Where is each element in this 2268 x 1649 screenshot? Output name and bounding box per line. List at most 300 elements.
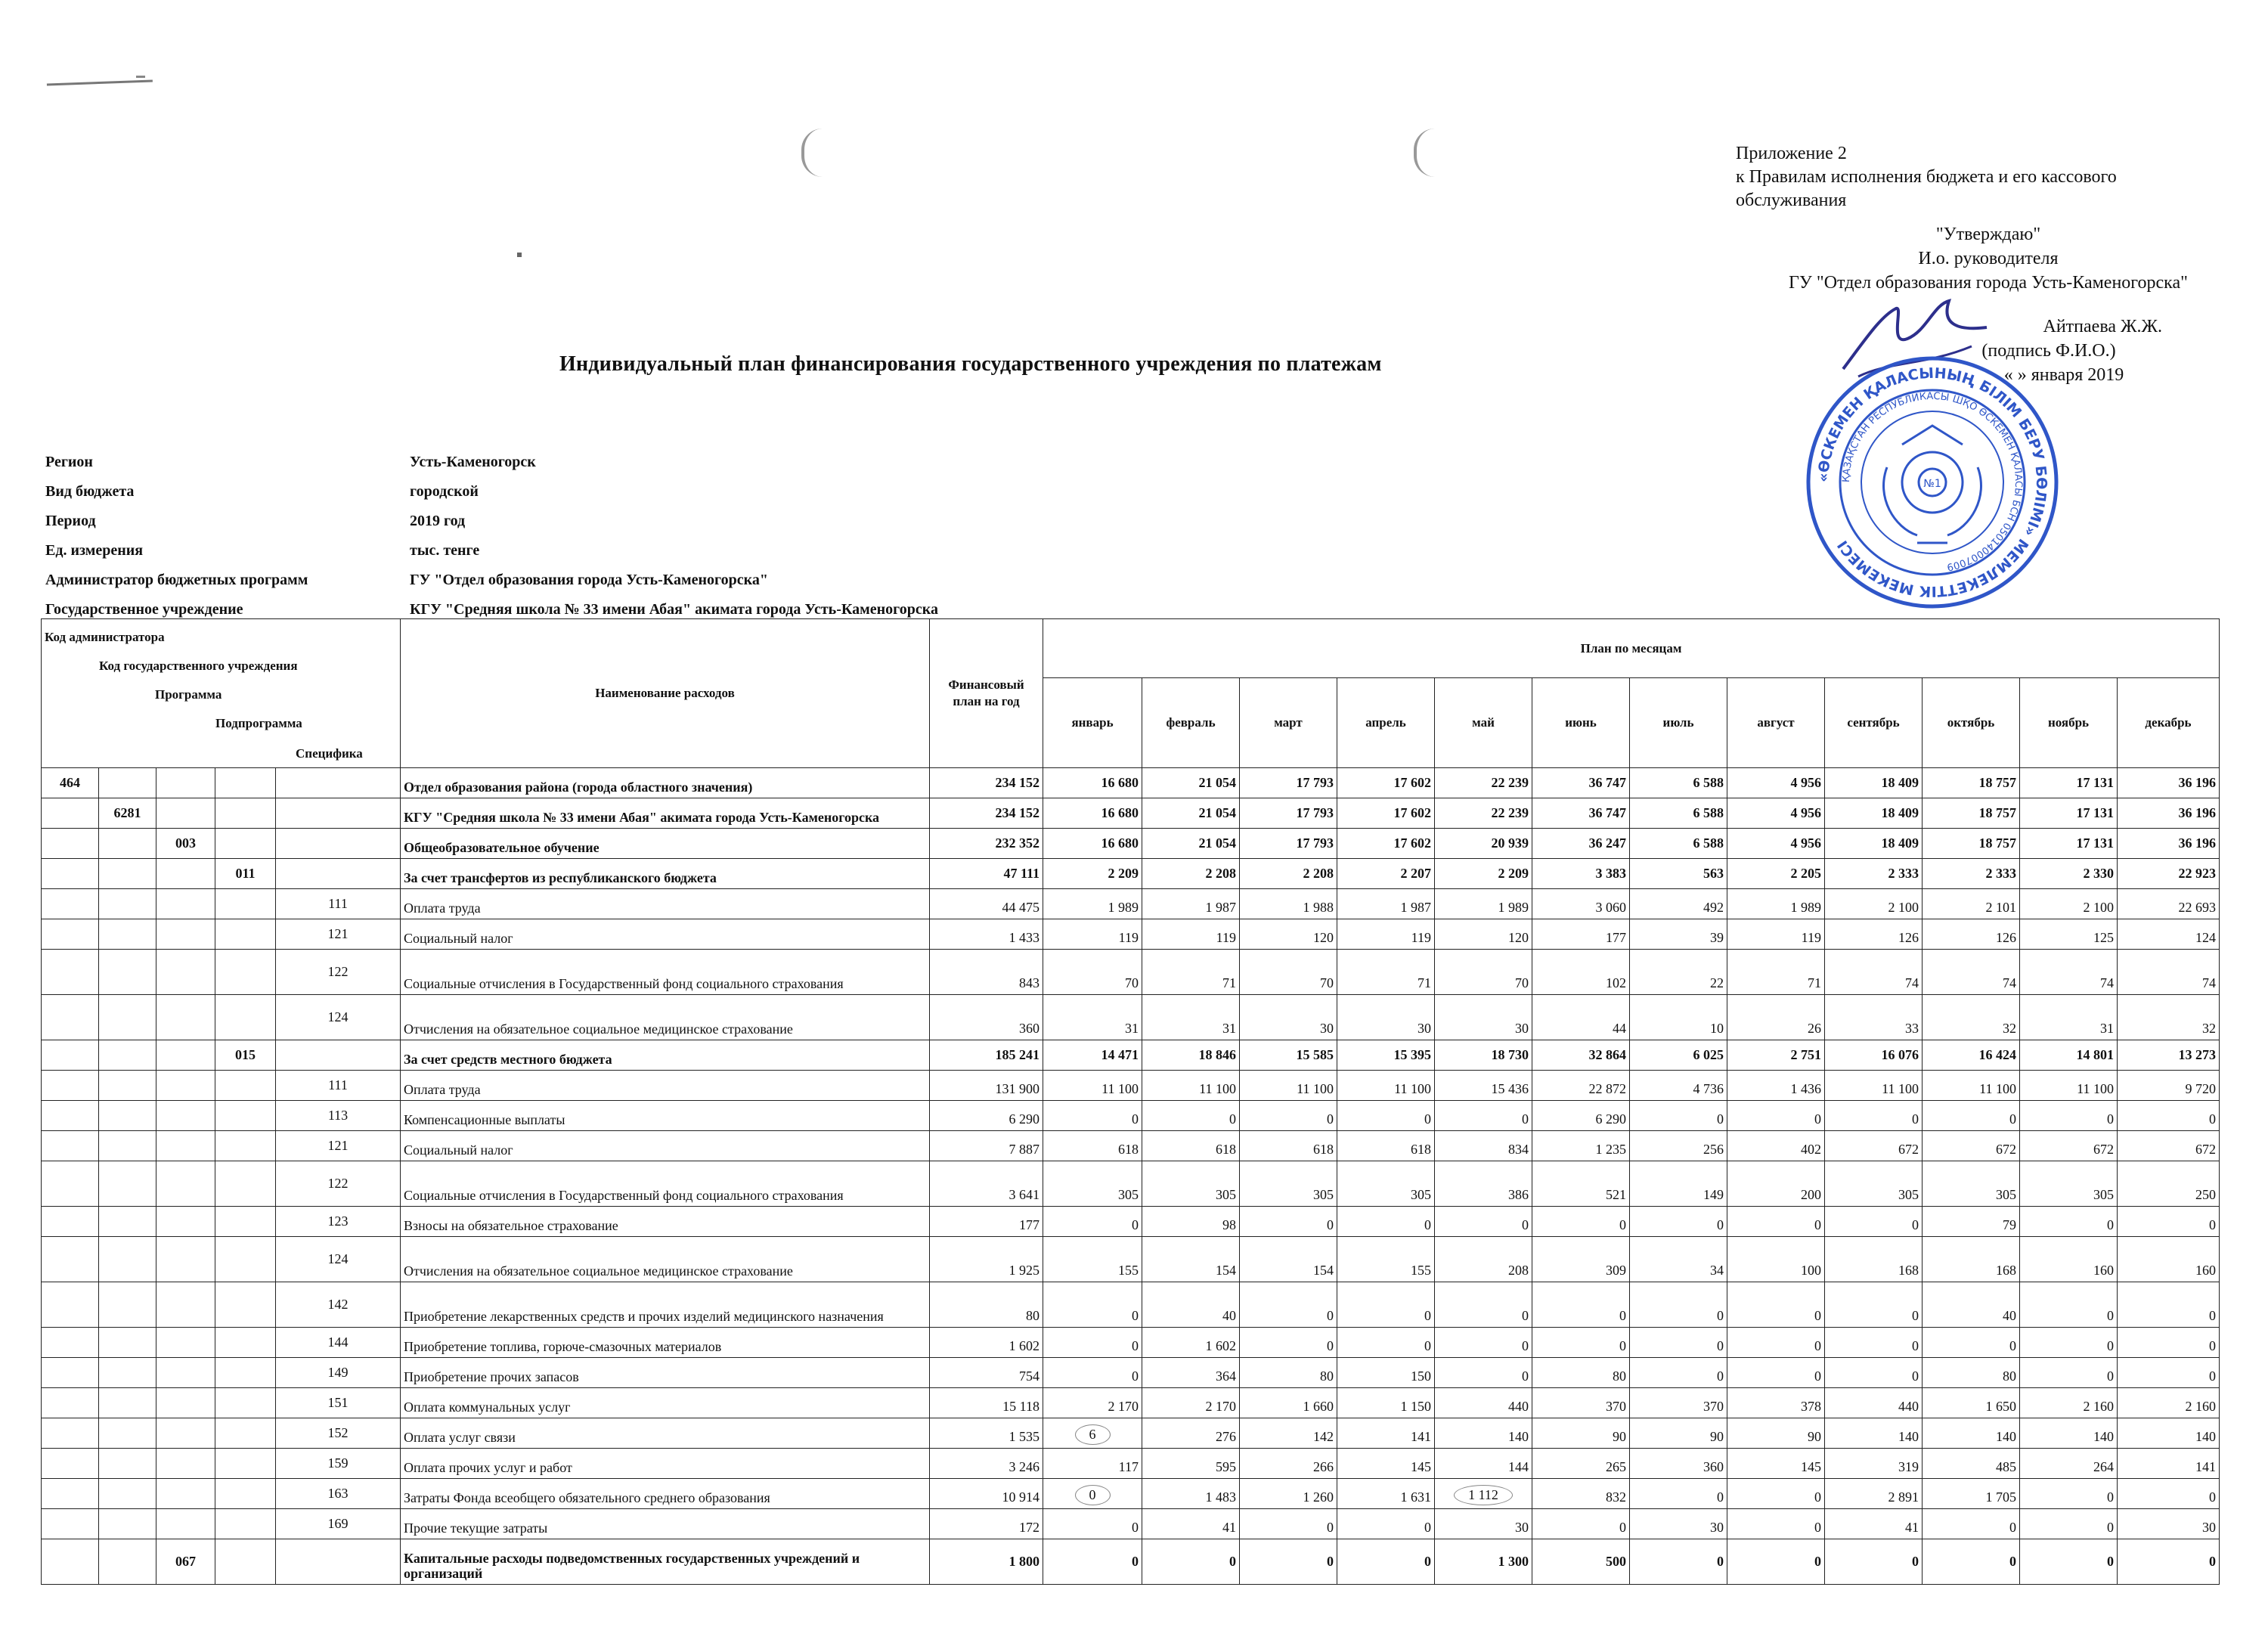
month-value-cell: 1 436 xyxy=(1727,1071,1825,1101)
month-value-cell: 17 131 xyxy=(2020,798,2118,829)
expense-name-cell: Социальный налог xyxy=(401,1131,930,1161)
code-cell xyxy=(156,1237,215,1282)
month-value-cell: 144 xyxy=(1435,1449,1532,1479)
month-value-cell: 0 xyxy=(1240,1282,1337,1328)
month-value-cell: 2 207 xyxy=(1337,859,1435,889)
month-value-cell: 31 xyxy=(1142,995,1240,1040)
month-value-cell: 17 793 xyxy=(1240,798,1337,829)
code-cell xyxy=(215,1509,276,1539)
month-value-cell: 0 xyxy=(1240,1328,1337,1358)
month-value-cell: 0 xyxy=(1435,1101,1532,1131)
code-cell xyxy=(215,829,276,859)
code-cell xyxy=(215,1479,276,1509)
month-value-cell: 18 409 xyxy=(1825,829,1923,859)
month-value-cell: 22 693 xyxy=(2118,889,2220,919)
month-value-cell: 2 891 xyxy=(1825,1479,1923,1509)
month-value-cell: 6 025 xyxy=(1630,1040,1727,1071)
month-value-cell: 305 xyxy=(2020,1161,2118,1207)
month-value-cell: 0 xyxy=(1337,1207,1435,1237)
table-row xyxy=(42,829,2220,859)
code-cell xyxy=(156,995,215,1040)
code-cell xyxy=(42,1358,99,1388)
month-value-cell: 26 xyxy=(1727,995,1825,1040)
month-value-cell: 0 xyxy=(1825,1282,1923,1328)
month-value-cell: 17 131 xyxy=(2020,768,2118,798)
month-value-cell: 319 xyxy=(1825,1449,1923,1479)
code-cell: 123 xyxy=(276,1207,401,1237)
table-row xyxy=(42,1358,2220,1388)
month-value-cell: 0 xyxy=(1435,1358,1532,1388)
code-cell xyxy=(156,1282,215,1328)
month-value-cell: 32 864 xyxy=(1532,1040,1630,1071)
month-value-cell: 0 xyxy=(2118,1101,2220,1131)
month-value-cell: 41 xyxy=(1825,1509,1923,1539)
code-cell xyxy=(99,1539,156,1585)
table-row xyxy=(42,1131,2220,1161)
month-value-cell: 141 xyxy=(2118,1449,2220,1479)
year-total-cell: 3 641 xyxy=(930,1161,1043,1207)
code-cell xyxy=(215,919,276,950)
month-value-cell: 0 xyxy=(1043,1282,1142,1328)
month-value-cell: 11 100 xyxy=(1142,1071,1240,1101)
code-cell xyxy=(156,1509,215,1539)
month-value-cell: 1 660 xyxy=(1240,1388,1337,1418)
code-cell xyxy=(99,768,156,798)
table-row xyxy=(42,919,2220,950)
code-cell xyxy=(156,919,215,950)
month-header: октябрь xyxy=(1923,678,2020,768)
code-cell xyxy=(276,829,401,859)
code-cell xyxy=(156,950,215,995)
month-value-cell: 2 101 xyxy=(1923,889,2020,919)
month-value-cell: 0 xyxy=(1532,1328,1630,1358)
table-row xyxy=(42,1449,2220,1479)
month-value-cell: 31 xyxy=(2020,995,2118,1040)
code-cell xyxy=(99,859,156,889)
year-total-cell: 185 241 xyxy=(930,1040,1043,1071)
month-value-cell: 15 395 xyxy=(1337,1040,1435,1071)
month-value-cell: 0 xyxy=(1923,1539,2020,1585)
expense-name-cell: Капитальные расходы подведомственных государственных учреждений и организаций xyxy=(401,1539,930,1585)
month-value-cell: 22 xyxy=(1630,950,1727,995)
code-cell xyxy=(215,1449,276,1479)
month-value-cell: 0 xyxy=(1727,1539,1825,1585)
month-value-cell: 125 xyxy=(2020,919,2118,950)
year-plan-header: Финансовый план на год xyxy=(930,619,1043,768)
month-value-cell: 0 xyxy=(1727,1282,1825,1328)
month-value-cell: 168 xyxy=(1923,1237,2020,1282)
year-total-cell: 360 xyxy=(930,995,1043,1040)
month-value-cell: 70 xyxy=(1043,950,1142,995)
table-row xyxy=(42,1479,2220,1509)
code-cell xyxy=(156,859,215,889)
code-cell xyxy=(215,1101,276,1131)
month-value-cell: 36 247 xyxy=(1532,829,1630,859)
month-value-cell: 100 xyxy=(1727,1237,1825,1282)
year-total-cell: 15 118 xyxy=(930,1388,1043,1418)
month-value-cell: 0 xyxy=(1923,1328,2020,1358)
code-cell xyxy=(42,950,99,995)
month-value-cell: 0 xyxy=(2020,1539,2118,1585)
month-value-cell: 6 588 xyxy=(1630,829,1727,859)
month-value-cell: 15 436 xyxy=(1435,1071,1532,1101)
month-value-cell: 1 631 xyxy=(1337,1479,1435,1509)
month-value-cell: 0 xyxy=(1337,1282,1435,1328)
meta-row xyxy=(45,566,938,595)
expense-name-cell: Прочие текущие затраты xyxy=(401,1509,930,1539)
month-header: апрель xyxy=(1337,678,1435,768)
speck-mark xyxy=(517,253,522,257)
year-total-cell: 80 xyxy=(930,1282,1043,1328)
meta-value: тыс. тенге xyxy=(410,542,480,559)
month-value-cell: 0 xyxy=(1630,1282,1727,1328)
code-cell xyxy=(156,1479,215,1509)
month-value-cell: 265 xyxy=(1532,1449,1630,1479)
code-cell xyxy=(42,919,99,950)
month-value-cell: 18 846 xyxy=(1142,1040,1240,1071)
code-cell xyxy=(42,889,99,919)
code-cell xyxy=(215,1071,276,1101)
month-value-cell: 1 705 xyxy=(1923,1479,2020,1509)
month-value-cell: 0 xyxy=(2118,1282,2220,1328)
financing-plan-table xyxy=(41,618,2220,1585)
code-cell: 111 xyxy=(276,889,401,919)
code-cell: 011 xyxy=(215,859,276,889)
month-value-cell: 40 xyxy=(1923,1282,2020,1328)
table-row xyxy=(42,950,2220,995)
month-value-cell: 521 xyxy=(1532,1161,1630,1207)
code-cell xyxy=(156,1449,215,1479)
month-value-cell: 0 xyxy=(1923,1509,2020,1539)
month-value-cell: 0 xyxy=(1630,1358,1727,1388)
month-value-cell: 11 100 xyxy=(1240,1071,1337,1101)
code-cell: 142 xyxy=(276,1282,401,1328)
month-value-cell: 36 747 xyxy=(1532,798,1630,829)
punch-hole-mark xyxy=(801,129,823,177)
month-value-cell: 0 xyxy=(1825,1207,1923,1237)
month-value-cell: 0 xyxy=(1240,1539,1337,1585)
month-value-cell: 402 xyxy=(1727,1131,1825,1161)
month-value-cell: 0 xyxy=(1337,1101,1435,1131)
code-cell xyxy=(276,1040,401,1071)
expense-name-cell: Отчисления на обязательное социальное медицинское страхование xyxy=(401,1237,930,1282)
month-value-cell: 0 xyxy=(1043,1101,1142,1131)
month-value-cell: 2 170 xyxy=(1142,1388,1240,1418)
month-value-cell: 18 757 xyxy=(1923,798,2020,829)
month-value-cell: 119 xyxy=(1142,919,1240,950)
code-cell xyxy=(156,1101,215,1131)
month-value-cell: 0 xyxy=(1825,1539,1923,1585)
month-value-cell: 16 680 xyxy=(1043,798,1142,829)
month-value-cell: 4 956 xyxy=(1727,768,1825,798)
month-value-cell: 264 xyxy=(2020,1449,2118,1479)
month-value-cell: 80 xyxy=(1923,1358,2020,1388)
month-value-cell: 1 989 xyxy=(1043,889,1142,919)
code-cell: 124 xyxy=(276,995,401,1040)
document-title: Индивидуальный план финансирования государственного учреждения по платежам xyxy=(559,352,1382,376)
month-value-cell: 11 100 xyxy=(1337,1071,1435,1101)
month-value-cell: 2 205 xyxy=(1727,859,1825,889)
code-cell xyxy=(215,1418,276,1449)
month-value-cell: 9 720 xyxy=(2118,1071,2220,1101)
code-cell xyxy=(215,995,276,1040)
month-value-cell: 2 100 xyxy=(2020,889,2118,919)
month-value-cell: 0 xyxy=(2020,1101,2118,1131)
month-value-cell: 0 xyxy=(1532,1207,1630,1237)
month-value-cell: 17 793 xyxy=(1240,829,1337,859)
month-value-cell: 0 xyxy=(1727,1101,1825,1131)
code-cell xyxy=(99,1388,156,1418)
month-value-cell: 44 xyxy=(1532,995,1630,1040)
code-columns-header: Код администратора Код государственного учреждения Программа Подпрограмма Специфика xyxy=(42,619,401,768)
month-value-cell: 36 196 xyxy=(2118,798,2220,829)
month-value-cell: 6 588 xyxy=(1630,768,1727,798)
month-value-cell: 0 xyxy=(2020,1282,2118,1328)
month-value-cell: 160 xyxy=(2020,1237,2118,1282)
code-cell xyxy=(99,1418,156,1449)
year-total-cell: 7 887 xyxy=(930,1131,1043,1161)
month-value-cell: 36 196 xyxy=(2118,829,2220,859)
month-value-cell: 485 xyxy=(1923,1449,2020,1479)
code-cell xyxy=(156,1388,215,1418)
code-cell: 144 xyxy=(276,1328,401,1358)
table-row xyxy=(42,1328,2220,1358)
approval-date: « » января 2019 xyxy=(2003,365,2124,385)
month-value-cell: 71 xyxy=(1337,950,1435,995)
month-value-cell: 305 xyxy=(1825,1161,1923,1207)
month-value-cell: 41 xyxy=(1142,1509,1240,1539)
code-cell xyxy=(42,859,99,889)
month-value-cell: 595 xyxy=(1142,1449,1240,1479)
month-value-cell: 370 xyxy=(1630,1388,1727,1418)
month-value-cell: 370 xyxy=(1532,1388,1630,1418)
code-cell xyxy=(276,798,401,829)
month-value-cell: 0 xyxy=(1435,1328,1532,1358)
month-value-cell: 2 208 xyxy=(1240,859,1337,889)
code-cell xyxy=(42,1282,99,1328)
code-cell xyxy=(156,1071,215,1101)
month-value-cell: 1 150 xyxy=(1337,1388,1435,1418)
code-cell xyxy=(42,995,99,1040)
month-value-cell: 90 xyxy=(1630,1418,1727,1449)
meta-value: ГУ "Отдел образования города Усть-Каменогорска" xyxy=(410,572,768,588)
month-value-cell: 30 xyxy=(1630,1509,1727,1539)
month-value-cell: 0 xyxy=(1435,1282,1532,1328)
month-value-cell: 154 xyxy=(1240,1237,1337,1282)
month-value-cell: 18 757 xyxy=(1923,768,2020,798)
month-value-cell: 74 xyxy=(1923,950,2020,995)
month-value-cell: 20 939 xyxy=(1435,829,1532,859)
code-cell: 003 xyxy=(156,829,215,859)
month-value-cell: 0 xyxy=(1142,1101,1240,1131)
year-total-cell: 6 290 xyxy=(930,1101,1043,1131)
month-value-cell: 672 xyxy=(2118,1131,2220,1161)
code-cell xyxy=(99,1358,156,1388)
month-value-cell: 440 xyxy=(1435,1388,1532,1418)
year-total-cell: 1 433 xyxy=(930,919,1043,950)
month-value-cell: 2 330 xyxy=(2020,859,2118,889)
month-value-cell: 36 196 xyxy=(2118,768,2220,798)
table-row xyxy=(42,768,2220,798)
code-cell xyxy=(276,1539,401,1585)
month-value-cell: 672 xyxy=(2020,1131,2118,1161)
code-cell xyxy=(215,1161,276,1207)
code-cell xyxy=(215,1237,276,1282)
table-row xyxy=(42,859,2220,889)
month-value-cell: 30 xyxy=(1435,995,1532,1040)
table-row xyxy=(42,889,2220,919)
code-cell xyxy=(156,1328,215,1358)
code-cell xyxy=(215,1131,276,1161)
code-cell xyxy=(99,1040,156,1071)
month-value-cell: 40 xyxy=(1142,1282,1240,1328)
month-value-cell: 0 xyxy=(1923,1101,2020,1131)
month-value-cell: 0 xyxy=(1630,1207,1727,1237)
month-value-cell: 618 xyxy=(1337,1131,1435,1161)
code-cell xyxy=(156,768,215,798)
code-cell xyxy=(42,1101,99,1131)
code-cell xyxy=(276,768,401,798)
table-row xyxy=(42,798,2220,829)
month-value-cell: 22 923 xyxy=(2118,859,2220,889)
table-row xyxy=(42,1161,2220,1207)
month-value-cell: 1 602 xyxy=(1142,1328,1240,1358)
approver-position: И.о. руководителя xyxy=(1918,249,2059,268)
code-cell: 121 xyxy=(276,919,401,950)
month-value-cell: 0 xyxy=(1337,1539,1435,1585)
month-value-cell: 145 xyxy=(1727,1449,1825,1479)
month-value-cell: 0 xyxy=(1825,1328,1923,1358)
year-total-cell: 1 535 xyxy=(930,1418,1043,1449)
month-value-cell: 1 650 xyxy=(1923,1388,2020,1418)
year-total-cell: 1 925 xyxy=(930,1237,1043,1282)
month-header: декабрь xyxy=(2118,678,2220,768)
month-value-cell: 1 987 xyxy=(1337,889,1435,919)
month-value-cell: 386 xyxy=(1435,1161,1532,1207)
year-total-cell: 177 xyxy=(930,1207,1043,1237)
table-row xyxy=(42,1071,2220,1101)
month-value-cell: 18 409 xyxy=(1825,768,1923,798)
month-value-cell: 305 xyxy=(1240,1161,1337,1207)
month-value-cell: 18 757 xyxy=(1923,829,2020,859)
month-value-cell: 0 xyxy=(1727,1358,1825,1388)
month-value-cell: 30 xyxy=(1337,995,1435,1040)
month-value-cell: 2 160 xyxy=(2020,1388,2118,1418)
code-cell xyxy=(42,1237,99,1282)
meta-row xyxy=(45,448,938,477)
month-value-cell: 18 730 xyxy=(1435,1040,1532,1071)
expense-name-cell: Оплата коммунальных услуг xyxy=(401,1388,930,1418)
month-value-cell: 0 xyxy=(1630,1479,1727,1509)
table-row xyxy=(42,1101,2220,1131)
meta-key: Администратор бюджетных программ xyxy=(45,572,308,588)
month-value-cell: 160 xyxy=(2118,1237,2220,1282)
month-value-cell: 0 xyxy=(1630,1539,1727,1585)
code-cell: 152 xyxy=(276,1418,401,1449)
code-cell xyxy=(99,1101,156,1131)
month-value-cell: 0 xyxy=(1825,1101,1923,1131)
month-value-cell: 0 xyxy=(1142,1539,1240,1585)
month-value-cell: 74 xyxy=(2118,950,2220,995)
code-cell xyxy=(156,1207,215,1237)
month-value-cell: 6 290 xyxy=(1532,1101,1630,1131)
month-value-cell: 10 xyxy=(1630,995,1727,1040)
month-value-cell: 0 xyxy=(2118,1328,2220,1358)
month-value-cell: 0 xyxy=(2020,1479,2118,1509)
code-cell: 113 xyxy=(276,1101,401,1131)
month-value-cell: 276 xyxy=(1142,1418,1240,1449)
month-value-cell: 140 xyxy=(1923,1418,2020,1449)
month-value-cell: 256 xyxy=(1630,1131,1727,1161)
meta-row xyxy=(45,507,938,536)
expense-name-cell: Затраты Фонда всеобщего обязательного среднего образования xyxy=(401,1479,930,1509)
pen-mark xyxy=(136,76,145,82)
month-value-cell: 117 xyxy=(1043,1449,1142,1479)
month-value-cell: 6 588 xyxy=(1630,798,1727,829)
month-value-cell: 1 300 xyxy=(1435,1539,1532,1585)
code-cell xyxy=(99,889,156,919)
year-total-cell: 232 352 xyxy=(930,829,1043,859)
table-row xyxy=(42,1207,2220,1237)
expense-name-cell: Оплата труда xyxy=(401,1071,930,1101)
month-value-cell: 618 xyxy=(1240,1131,1337,1161)
code-cell xyxy=(156,889,215,919)
code-cell: 6281 xyxy=(99,798,156,829)
month-value-cell xyxy=(1043,1479,1142,1509)
month-value-cell: 98 xyxy=(1142,1207,1240,1237)
expense-name-cell: Общеобразовательное обучение xyxy=(401,829,930,859)
month-value-cell: 0 xyxy=(2020,1207,2118,1237)
month-value-cell: 832 xyxy=(1532,1479,1630,1509)
code-cell xyxy=(99,1328,156,1358)
code-cell xyxy=(99,829,156,859)
month-value-cell: 17 793 xyxy=(1240,768,1337,798)
expense-name-cell: Оплата труда xyxy=(401,889,930,919)
month-value-cell: 120 xyxy=(1435,919,1532,950)
month-value-cell: 30 xyxy=(1240,995,1337,1040)
month-header: ноябрь xyxy=(2020,678,2118,768)
code-cell xyxy=(99,1207,156,1237)
month-value-cell: 126 xyxy=(1825,919,1923,950)
month-value-cell: 16 076 xyxy=(1825,1040,1923,1071)
expense-name-cell: КГУ "Средняя школа № 33 имени Абая" акимата города Усть-Каменогорска xyxy=(401,798,930,829)
approve-label: "Утверждаю" xyxy=(1935,225,2041,244)
code-cell: 122 xyxy=(276,950,401,995)
code-cell xyxy=(156,1161,215,1207)
approver-name: Айтпаева Ж.Ж. xyxy=(2043,317,2162,336)
month-value-cell: 21 054 xyxy=(1142,768,1240,798)
month-value-cell: 124 xyxy=(2118,919,2220,950)
month-value-cell: 1 989 xyxy=(1727,889,1825,919)
meta-row xyxy=(45,477,938,507)
table-row xyxy=(42,995,2220,1040)
month-value-cell: 1 483 xyxy=(1142,1479,1240,1509)
month-value-cell: 0 xyxy=(1727,1328,1825,1358)
month-value-cell: 11 100 xyxy=(1923,1071,2020,1101)
month-value-cell: 1 988 xyxy=(1240,889,1337,919)
month-value-cell: 119 xyxy=(1043,919,1142,950)
month-value-cell: 150 xyxy=(1337,1358,1435,1388)
year-total-cell: 843 xyxy=(930,950,1043,995)
month-value-cell: 140 xyxy=(1435,1418,1532,1449)
month-value-cell: 177 xyxy=(1532,919,1630,950)
month-value-cell: 22 239 xyxy=(1435,768,1532,798)
month-value-cell: 32 xyxy=(1923,995,2020,1040)
code-cell xyxy=(215,1388,276,1418)
code-cell xyxy=(99,1479,156,1509)
code-cell: 121 xyxy=(276,1131,401,1161)
month-value-cell: 0 xyxy=(1727,1207,1825,1237)
